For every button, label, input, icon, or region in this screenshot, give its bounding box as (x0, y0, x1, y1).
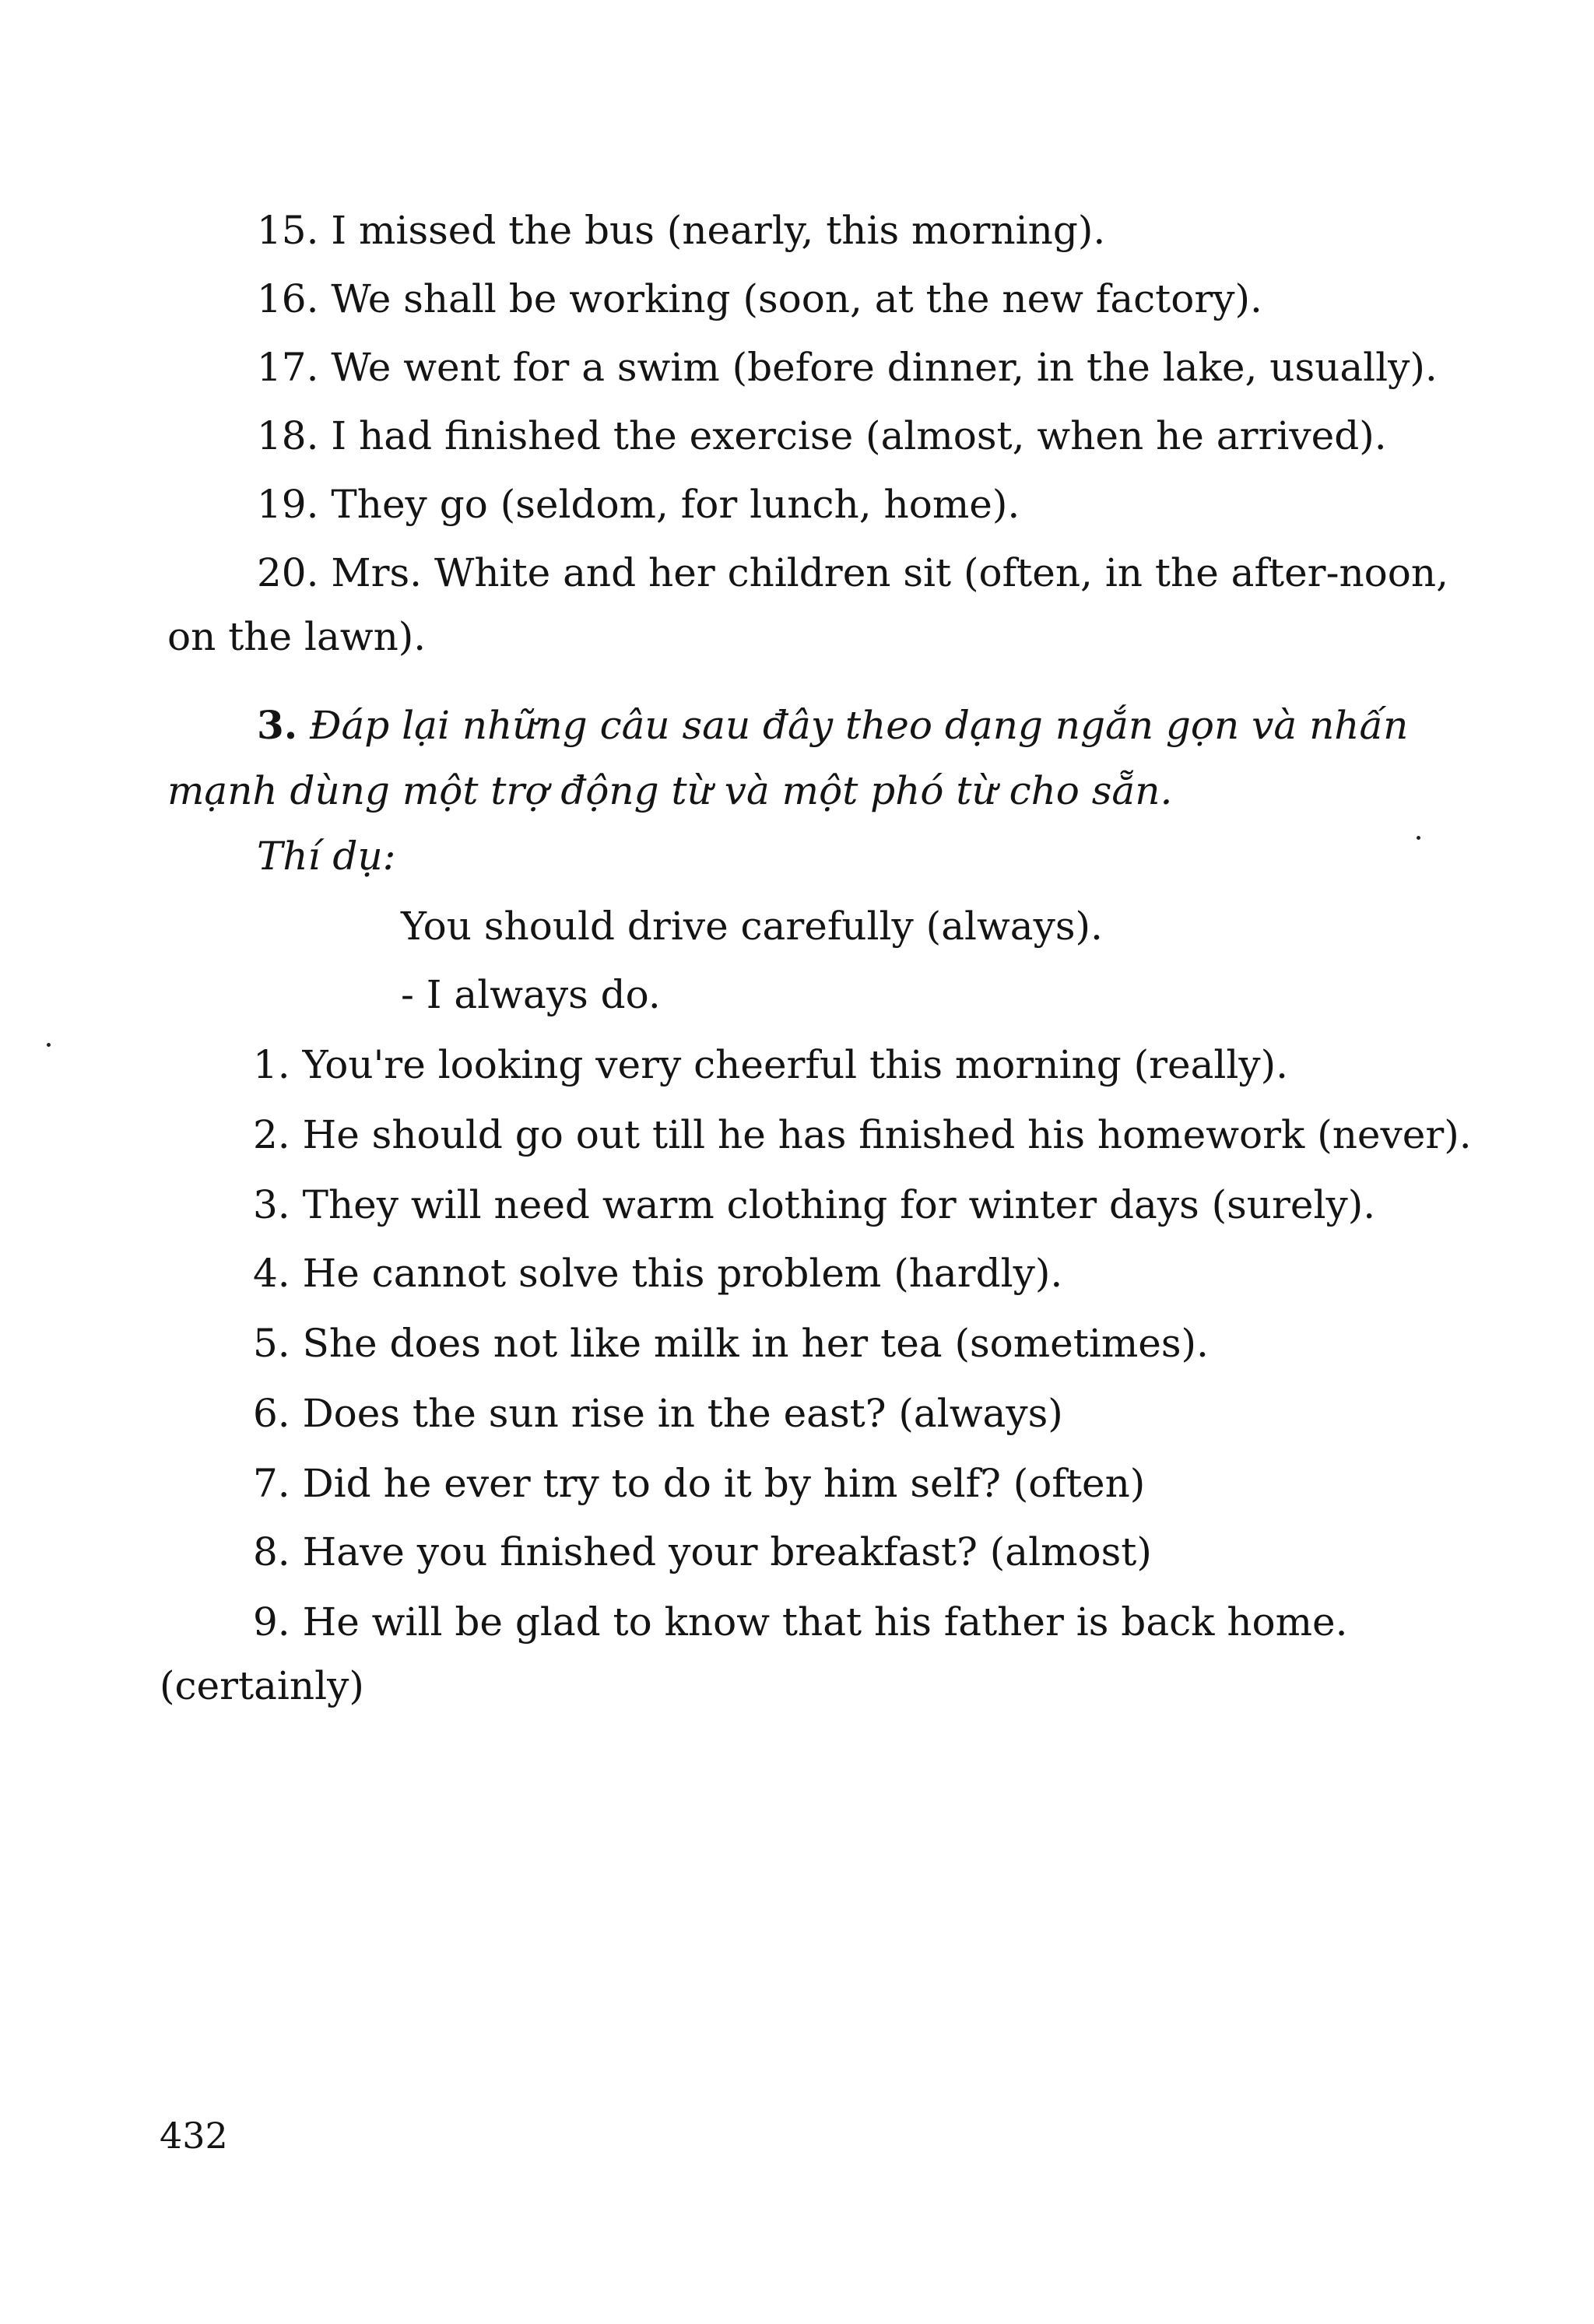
exercise-item-19: 19. They go (seldom, for lunch, home). (257, 482, 1020, 527)
scan-speck (1417, 836, 1420, 840)
exercise-item-20-line2: on the lawn). (167, 614, 427, 659)
exercise-3-instruction-line1 (257, 702, 1408, 749)
exercise-3-item-4: 4. He cannot solve this problem (hardly). (253, 1251, 1063, 1296)
exercise-3-item-9-line1: 9. He will be glad to know that his father is back home. (253, 1599, 1348, 1645)
exercise-item-16: 16. We shall be working (soon, at the new factory). (257, 276, 1262, 321)
exercise-item-18: 18. I had finished the exercise (almost, when he arrived). (257, 413, 1387, 458)
scan-speck (47, 1043, 51, 1047)
exercise-3-item-2: 2. He should go out till he has finished his homework (never). (253, 1112, 1472, 1157)
exercise-3-item-8: 8. Have you finished your breakfast? (almost) (253, 1529, 1152, 1574)
example-question: You should drive carefully (always). (401, 904, 1103, 949)
page-number: 432 (160, 2115, 228, 2157)
exercise-3-instruction-text: Đáp lại những câu sau đây theo dạng ngắn gọn và nhấn (310, 703, 1409, 748)
exercise-3-item-1: 1. You're looking very cheerful this morning (really). (253, 1042, 1289, 1087)
exercise-item-15: 15. I missed the bus (nearly, this morning). (257, 208, 1106, 253)
exercise-item-17: 17. We went for a swim (before dinner, in the lake, usually). (257, 345, 1438, 390)
exercise-3-item-5: 5. She does not like milk in her tea (sometimes). (253, 1321, 1209, 1366)
exercise-3-number: 3. (257, 702, 298, 748)
exercise-3-item-9-line2: (certainly) (160, 1663, 364, 1708)
exercise-3-item-7: 7. Did he ever try to do it by him self? (often) (253, 1461, 1146, 1506)
exercise-3-item-3: 3. They will need warm clothing for winter days (surely). (253, 1182, 1376, 1227)
exercise-item-20-line1: 20. Mrs. White and her children sit (often, in the after-noon, (257, 550, 1448, 595)
exercise-3-item-6: 6. Does the sun rise in the east? (always) (253, 1391, 1063, 1436)
exercise-3-instruction-line2: mạnh dùng một trợ động từ và một phó từ cho sẵn. (167, 768, 1173, 813)
example-answer: - I always do. (401, 972, 661, 1017)
example-label: Thí dụ: (257, 834, 396, 879)
